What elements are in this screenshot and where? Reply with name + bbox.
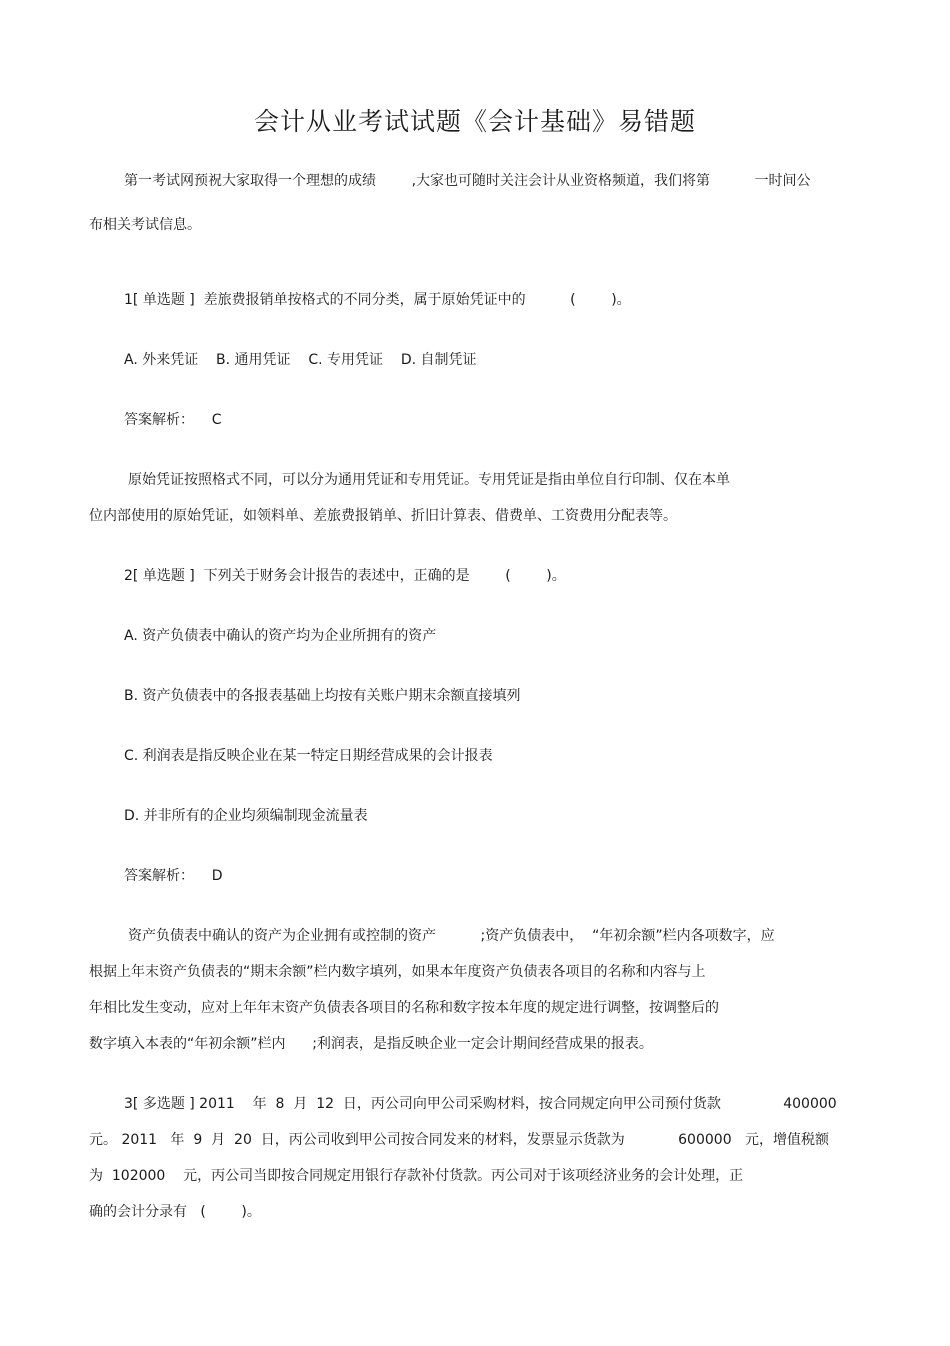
question-1-stem: 1[ 单选题 ] 差旅费报销单按格式的不同分类，属于原始凭证中的 ( )。 <box>124 292 631 308</box>
question-1-explanation-line-1: 原始凭证按照格式不同，可以分为通用凭证和专用凭证。专用凭证是指由单位自行印制、仅在本单 <box>128 472 730 488</box>
question-2-option-c: C. 利润表是指反映企业在某一特定日期经营成果的会计报表 <box>124 748 493 764</box>
question-1-answer: 答案解析： C <box>124 412 222 428</box>
question-3-stem-line-4: 确的会计分录有 ( )。 <box>89 1204 261 1220</box>
question-2-explanation-line-4: 数字填入本表的“年初余额”栏内 ;利润表，是指反映企业一定会计期间经营成果的报表。 <box>89 1036 653 1052</box>
intro-text-line-1: 第一考试网预祝大家取得一个理想的成绩 ,大家也可随时关注会计从业资格频道，我们将第 一时间公 <box>124 173 811 189</box>
question-1-explanation-line-2: 位内部使用的原始凭证，如领料单、差旅费报销单、折旧计算表、借费单、工资费用分配表等。 <box>89 508 677 524</box>
page-title: 会计从业考试试题《会计基础》易错题 <box>253 107 696 136</box>
question-2-option-a: A. 资产负债表中确认的资产均为企业所拥有的资产 <box>124 628 437 644</box>
question-2-stem: 2[ 单选题 ] 下列关于财务会计报告的表述中，正确的是 ( )。 <box>124 568 566 584</box>
question-3-stem-line-2: 元。 2011 年 9 月 20 日，丙公司收到甲公司按合同发来的材料，发票显示货款为 600000 元，增值税额 <box>89 1132 829 1148</box>
question-1-options: A. 外来凭证 B. 通用凭证 C. 专用凭证 D. 自制凭证 <box>124 352 477 368</box>
question-2-explanation-line-1: 资产负债表中确认的资产为企业拥有或控制的资产 ;资产负债表中， “年初余额”栏内各项数字，应 <box>128 928 775 944</box>
question-2-option-b: B. 资产负债表中的各报表基础上均按有关账户期末余额直接填列 <box>124 688 521 704</box>
intro-text-line-2: 布相关考试信息。 <box>89 217 201 233</box>
question-3-stem-line-1: 3[ 多选题 ] 2011 年 8 月 12 日，丙公司向甲公司采购材料，按合同规定向甲公司预付货款 400000 <box>124 1096 837 1112</box>
question-2-explanation-line-2: 根据上年末资产负债表的“期末余额”栏内数字填列，如果本年度资产负债表各项目的名称和内容与上 <box>89 964 706 980</box>
question-2-option-d: D. 并非所有的企业均须编制现金流量表 <box>124 808 368 824</box>
question-2-explanation-line-3: 年相比发生变动，应对上年年末资产负债表各项目的名称和数字按本年度的规定进行调整，按调整后的 <box>89 1000 719 1016</box>
question-3-stem-line-3: 为 102000 元，丙公司当即按合同规定用银行存款补付货款。丙公司对于该项经济业务的会计处理，正 <box>89 1168 744 1184</box>
question-2-answer: 答案解析： D <box>124 868 223 884</box>
